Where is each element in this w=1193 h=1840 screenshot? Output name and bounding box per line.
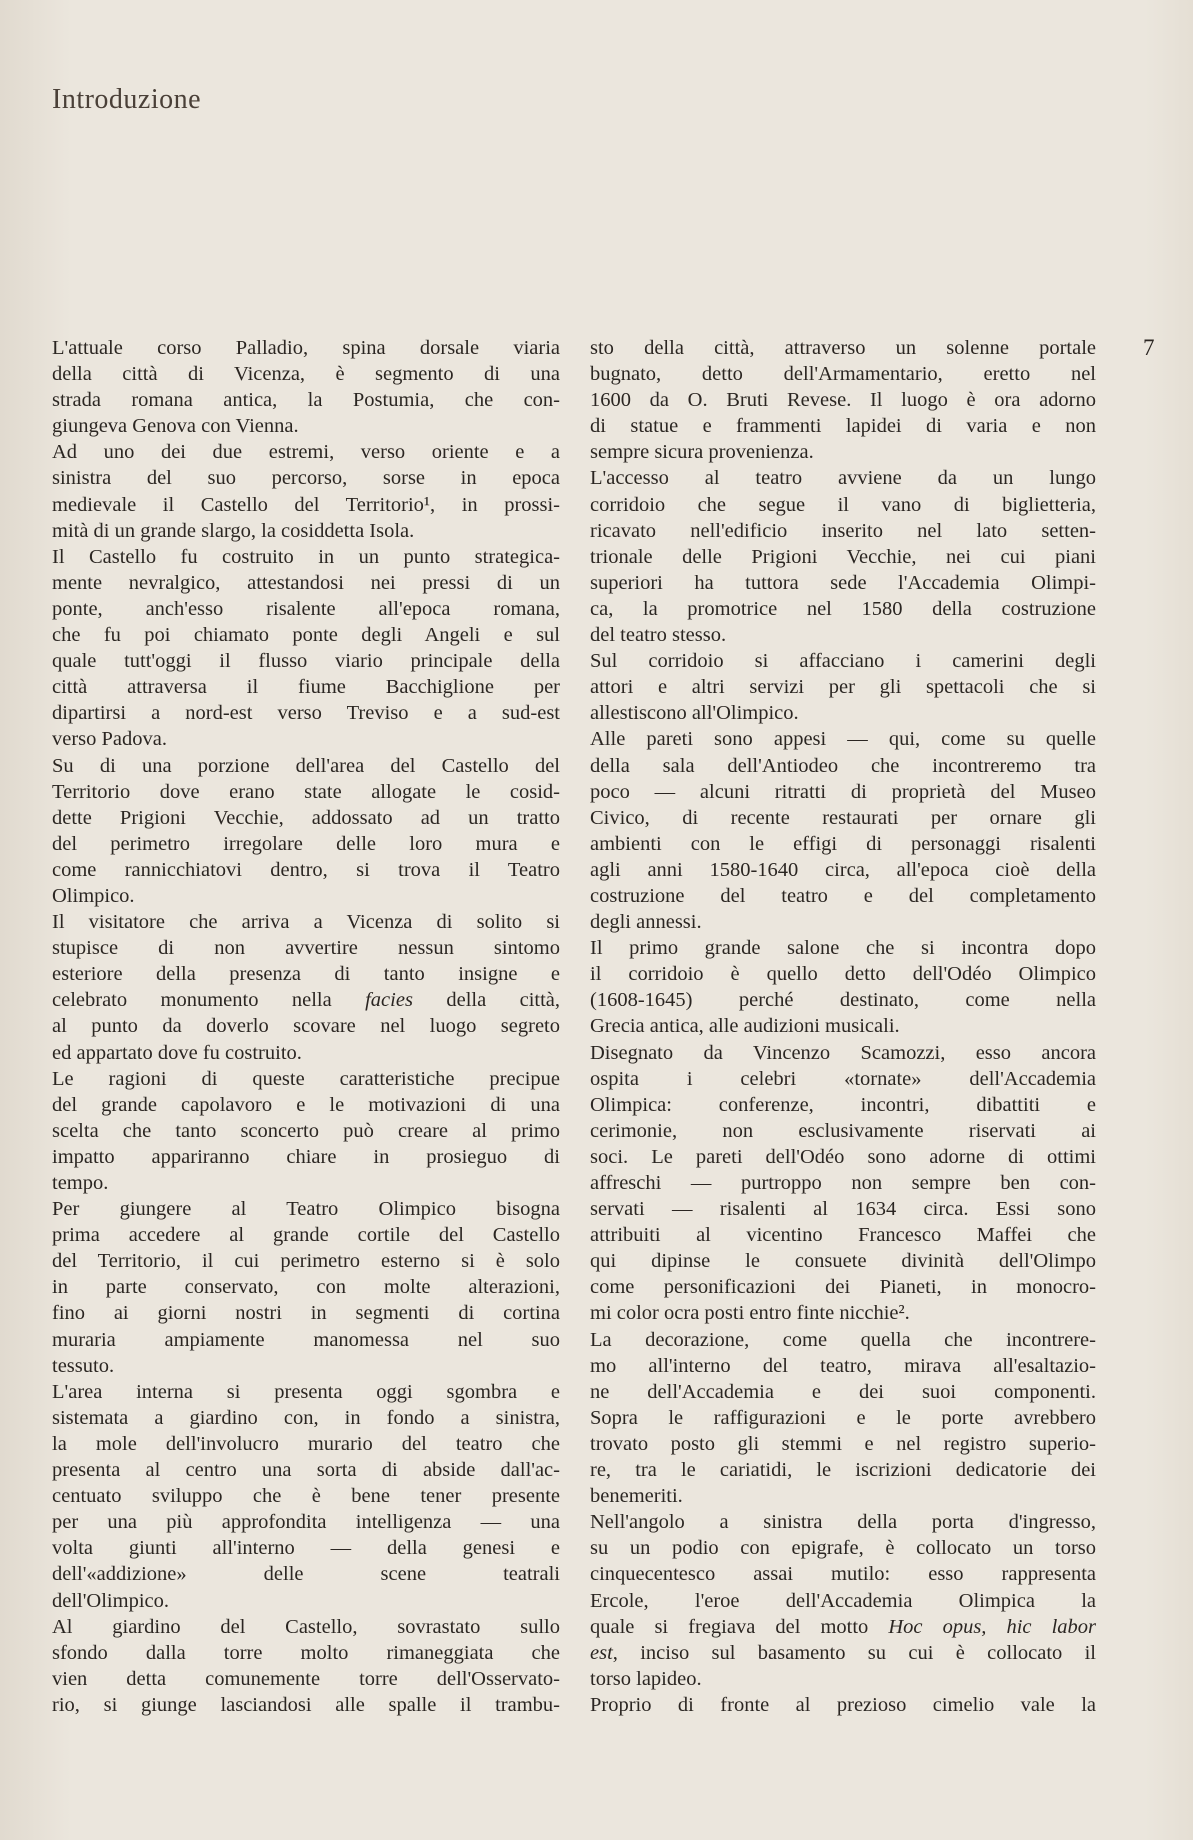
text-line: qui dipinse le consuete divinità dell'Olimpo	[590, 1250, 1096, 1273]
text-line: dette Prigioni Vecchie, addossato ad un tratto	[52, 806, 560, 829]
text-line: agli anni 1580-1640 circa, all'epoca cioè della	[590, 858, 1096, 881]
text-line: sinistra del suo percorso, sorse in epoca	[52, 467, 560, 490]
text-line: del grande capolavoro e le motivazioni di una	[52, 1093, 560, 1116]
text-line: re, tra le cariatidi, le iscrizioni dedicatorie dei	[590, 1459, 1096, 1482]
text-line: in parte conservato, con molte alterazioni,	[52, 1276, 560, 1299]
text-line: del Territorio, il cui perimetro esterno si è solo	[52, 1250, 560, 1273]
text-line: come personificazioni dei Pianeti, in monocro-	[590, 1276, 1096, 1299]
text-line: L'area interna si presenta oggi sgombra e	[52, 1380, 560, 1403]
text-line: poco — alcuni ritratti di proprietà del Museo	[590, 780, 1096, 803]
text-line: ponte, anch'esso risalente all'epoca romana,	[52, 597, 560, 620]
text-line: Il visitatore che arriva a Vicenza di solito si	[52, 911, 560, 934]
text-line: muraria ampiamente manomessa nel suo	[52, 1328, 560, 1351]
text-line: torso lapideo.	[590, 1667, 702, 1690]
text-line: impatto appariranno chiare in prosieguo di	[52, 1145, 560, 1168]
text-line: celebrato monumento nella facies della città,	[52, 989, 560, 1012]
text-line: prima accedere al grande cortile del Castello	[52, 1224, 560, 1247]
text-line: su un podio con epigrafe, è collocato un torso	[590, 1537, 1096, 1560]
text-line: attribuiti al vicentino Francesco Maffei che	[590, 1224, 1096, 1247]
text-line: al punto da doverlo scovare nel luogo segreto	[52, 1015, 560, 1038]
text-line: ne dell'Accademia e dei suoi componenti.	[590, 1380, 1096, 1403]
text-line: medievale il Castello del Territorio¹, in prossi-	[52, 493, 560, 516]
text-line: ospita i celebri «tornate» dell'Accademia	[590, 1067, 1096, 1090]
text-line: volta giunti all'interno — della genesi e	[52, 1537, 560, 1560]
left-column	[52, 335, 560, 1718]
text-line: sistemata a giardino con, in fondo a sinistra,	[52, 1406, 560, 1429]
text-line: città attraversa il fiume Bacchiglione per	[52, 676, 560, 699]
text-line: sfondo dalla torre molto rimaneggiata che	[52, 1641, 560, 1664]
page-header: Introduzione	[52, 84, 202, 115]
text-line: Olimpico.	[52, 884, 135, 907]
text-line: Le ragioni di queste caratteristiche precipue	[52, 1067, 560, 1090]
text-line: L'accesso al teatro avviene da un lungo	[590, 467, 1096, 490]
text-line: degli annessi.	[590, 911, 702, 934]
text-line: Sopra le raffigurazioni e le porte avrebbero	[590, 1406, 1096, 1429]
text-line: Il Castello fu costruito in un punto strategica-	[52, 545, 560, 568]
text-line: dell'Olimpico.	[52, 1589, 169, 1612]
text-line: presenta al centro una sorta di abside dall'ac-	[52, 1459, 560, 1482]
text-line: che fu poi chiamato ponte degli Angeli e sul	[52, 624, 560, 647]
text-line: L'attuale corso Palladio, spina dorsale viaria	[52, 337, 560, 359]
text-line: Su di una porzione dell'area del Castello del	[52, 754, 560, 777]
page-number: 7	[1143, 335, 1155, 360]
text-line: della sala dell'Antiodeo che incontreremo tra	[590, 754, 1096, 777]
text-line: Territorio dove erano state allogate le cosid-	[52, 780, 560, 803]
text-line: mità di un grande slargo, la cosiddetta Isola.	[52, 519, 415, 542]
text-line: vien detta comunemente torre dell'Osservato-	[52, 1667, 560, 1690]
text-line: trovato posto gli stemmi e nel registro superio-	[590, 1432, 1096, 1455]
text-line: giungeva Genova con Vienna.	[52, 415, 299, 438]
text-line: quale tutt'oggi il flusso viario principale della	[52, 650, 560, 673]
text-line: Sul corridoio si affacciano i camerini degli	[590, 650, 1096, 673]
text-line: di statue e frammenti lapidei di varia e non	[590, 415, 1096, 438]
text-line: come rannicchiatovi dentro, si trova il Teatro	[52, 858, 560, 881]
text-line: sto della città, attraverso un solenne portale	[590, 337, 1096, 359]
text-line: Disegnato da Vincenzo Scamozzi, esso ancora	[590, 1041, 1096, 1064]
text-line: Alle pareti sono appesi — qui, come su quelle	[590, 728, 1096, 751]
text-line: cinquecentesco assai mutilo: esso rappresenta	[590, 1563, 1096, 1586]
text-line: tempo.	[52, 1172, 109, 1194]
right-column	[590, 335, 1096, 1718]
text-line: del teatro stesso.	[590, 624, 727, 647]
text-line: corridoio che segue il vano di biglietteria,	[590, 493, 1096, 516]
text-line: dell'«addizione» delle scene teatrali	[52, 1563, 560, 1586]
text-line: mi color ocra posti entro finte nicchie².	[590, 1302, 910, 1325]
text-line: rio, si giunge lasciandosi alle spalle il trambu-	[52, 1693, 560, 1716]
text-line: fino ai giorni nostri in segmenti di cortina	[52, 1302, 560, 1325]
text-line: allestiscono all'Olimpico.	[590, 702, 799, 725]
text-line: mente nevralgico, attestandosi nei pressi di un	[52, 571, 560, 594]
text-line: superiori ha tuttora sede l'Accademia Olimpi-	[590, 571, 1096, 594]
text-line: costruzione del teatro e del completamento	[590, 884, 1096, 907]
text-line: ambienti con le effigi di personaggi risalenti	[590, 832, 1096, 855]
text-line: Grecia antica, alle audizioni musicali.	[590, 1015, 900, 1038]
text-line: La decorazione, come quella che incontrere-	[590, 1328, 1096, 1351]
text-line: servati — risalenti al 1634 circa. Essi sono	[590, 1198, 1096, 1221]
text-line: sempre sicura provenienza.	[590, 441, 814, 464]
text-line: quale si fregiava del motto Hoc opus, hic labor	[590, 1615, 1096, 1638]
text-line: Olimpica: conferenze, incontri, dibattiti e	[590, 1093, 1096, 1116]
text-line: per una più approfondita intelligenza — una	[52, 1511, 560, 1534]
text-line: affreschi — purtroppo non sempre ben con-	[590, 1172, 1096, 1194]
text-line: est, inciso sul basamento su cui è collocato il	[590, 1641, 1096, 1664]
text-line: Ad uno dei due estremi, verso oriente e a	[52, 441, 560, 464]
text-line: Nell'angolo a sinistra della porta d'ingresso,	[590, 1511, 1096, 1534]
text-line: mo all'interno del teatro, mirava all'esaltazio-	[590, 1354, 1096, 1377]
text-line: il corridoio è quello detto dell'Odéo Olimpico	[590, 963, 1096, 986]
text-line: esteriore della presenza di tanto insigne e	[52, 963, 560, 986]
text-line: stupisce di non avvertire nessun sintomo	[52, 937, 560, 960]
text-line: Il primo grande salone che si incontra dopo	[590, 937, 1096, 960]
text-line: Proprio di fronte al prezioso cimelio vale la	[590, 1693, 1096, 1716]
text-line: dipartirsi a nord-est verso Treviso e a sud-est	[52, 702, 560, 725]
text-line: bugnato, detto dell'Armamentario, eretto nel	[590, 363, 1096, 386]
text-line: tessuto.	[52, 1354, 115, 1377]
text-line: ricavato nell'edificio inserito nel lato setten-	[590, 519, 1096, 542]
text-line: centuato sviluppo che è bene tener presente	[52, 1485, 560, 1508]
text-line: strada romana antica, la Postumia, che con-	[52, 389, 560, 412]
text-line: ca, la promotrice nel 1580 della costruzione	[590, 597, 1096, 620]
text-line: (1608-1645) perché destinato, come nella	[590, 989, 1096, 1012]
text-line: trionale delle Prigioni Vecchie, nei cui piani	[590, 545, 1096, 568]
text-line: ed appartato dove fu costruito.	[52, 1041, 302, 1064]
text-line: del perimetro irregolare delle loro mura e	[52, 832, 560, 855]
text-line: scelta che tanto sconcerto può creare al primo	[52, 1119, 560, 1142]
text-line: 1600 da O. Bruti Revese. Il luogo è ora adorno	[590, 389, 1096, 412]
text-line: benemeriti.	[590, 1485, 683, 1508]
text-line: soci. Le pareti dell'Odéo sono adorne di ottimi	[590, 1145, 1096, 1168]
text-line: Civico, di recente restaurati per ornare gli	[590, 806, 1096, 829]
text-line: la mole dell'involucro murario del teatro che	[52, 1432, 560, 1455]
text-line: verso Padova.	[52, 728, 168, 751]
text-line: Ercole, l'eroe dell'Accademia Olimpica la	[590, 1589, 1096, 1612]
text-line: cerimonie, non esclusivamente riservati ai	[590, 1119, 1096, 1142]
text-line: Per giungere al Teatro Olimpico bisogna	[52, 1198, 560, 1221]
text-line: attori e altri servizi per gli spettacoli che si	[590, 676, 1096, 699]
text-line: Al giardino del Castello, sovrastato sullo	[52, 1615, 560, 1638]
text-line: della città di Vicenza, è segmento di una	[52, 363, 560, 386]
